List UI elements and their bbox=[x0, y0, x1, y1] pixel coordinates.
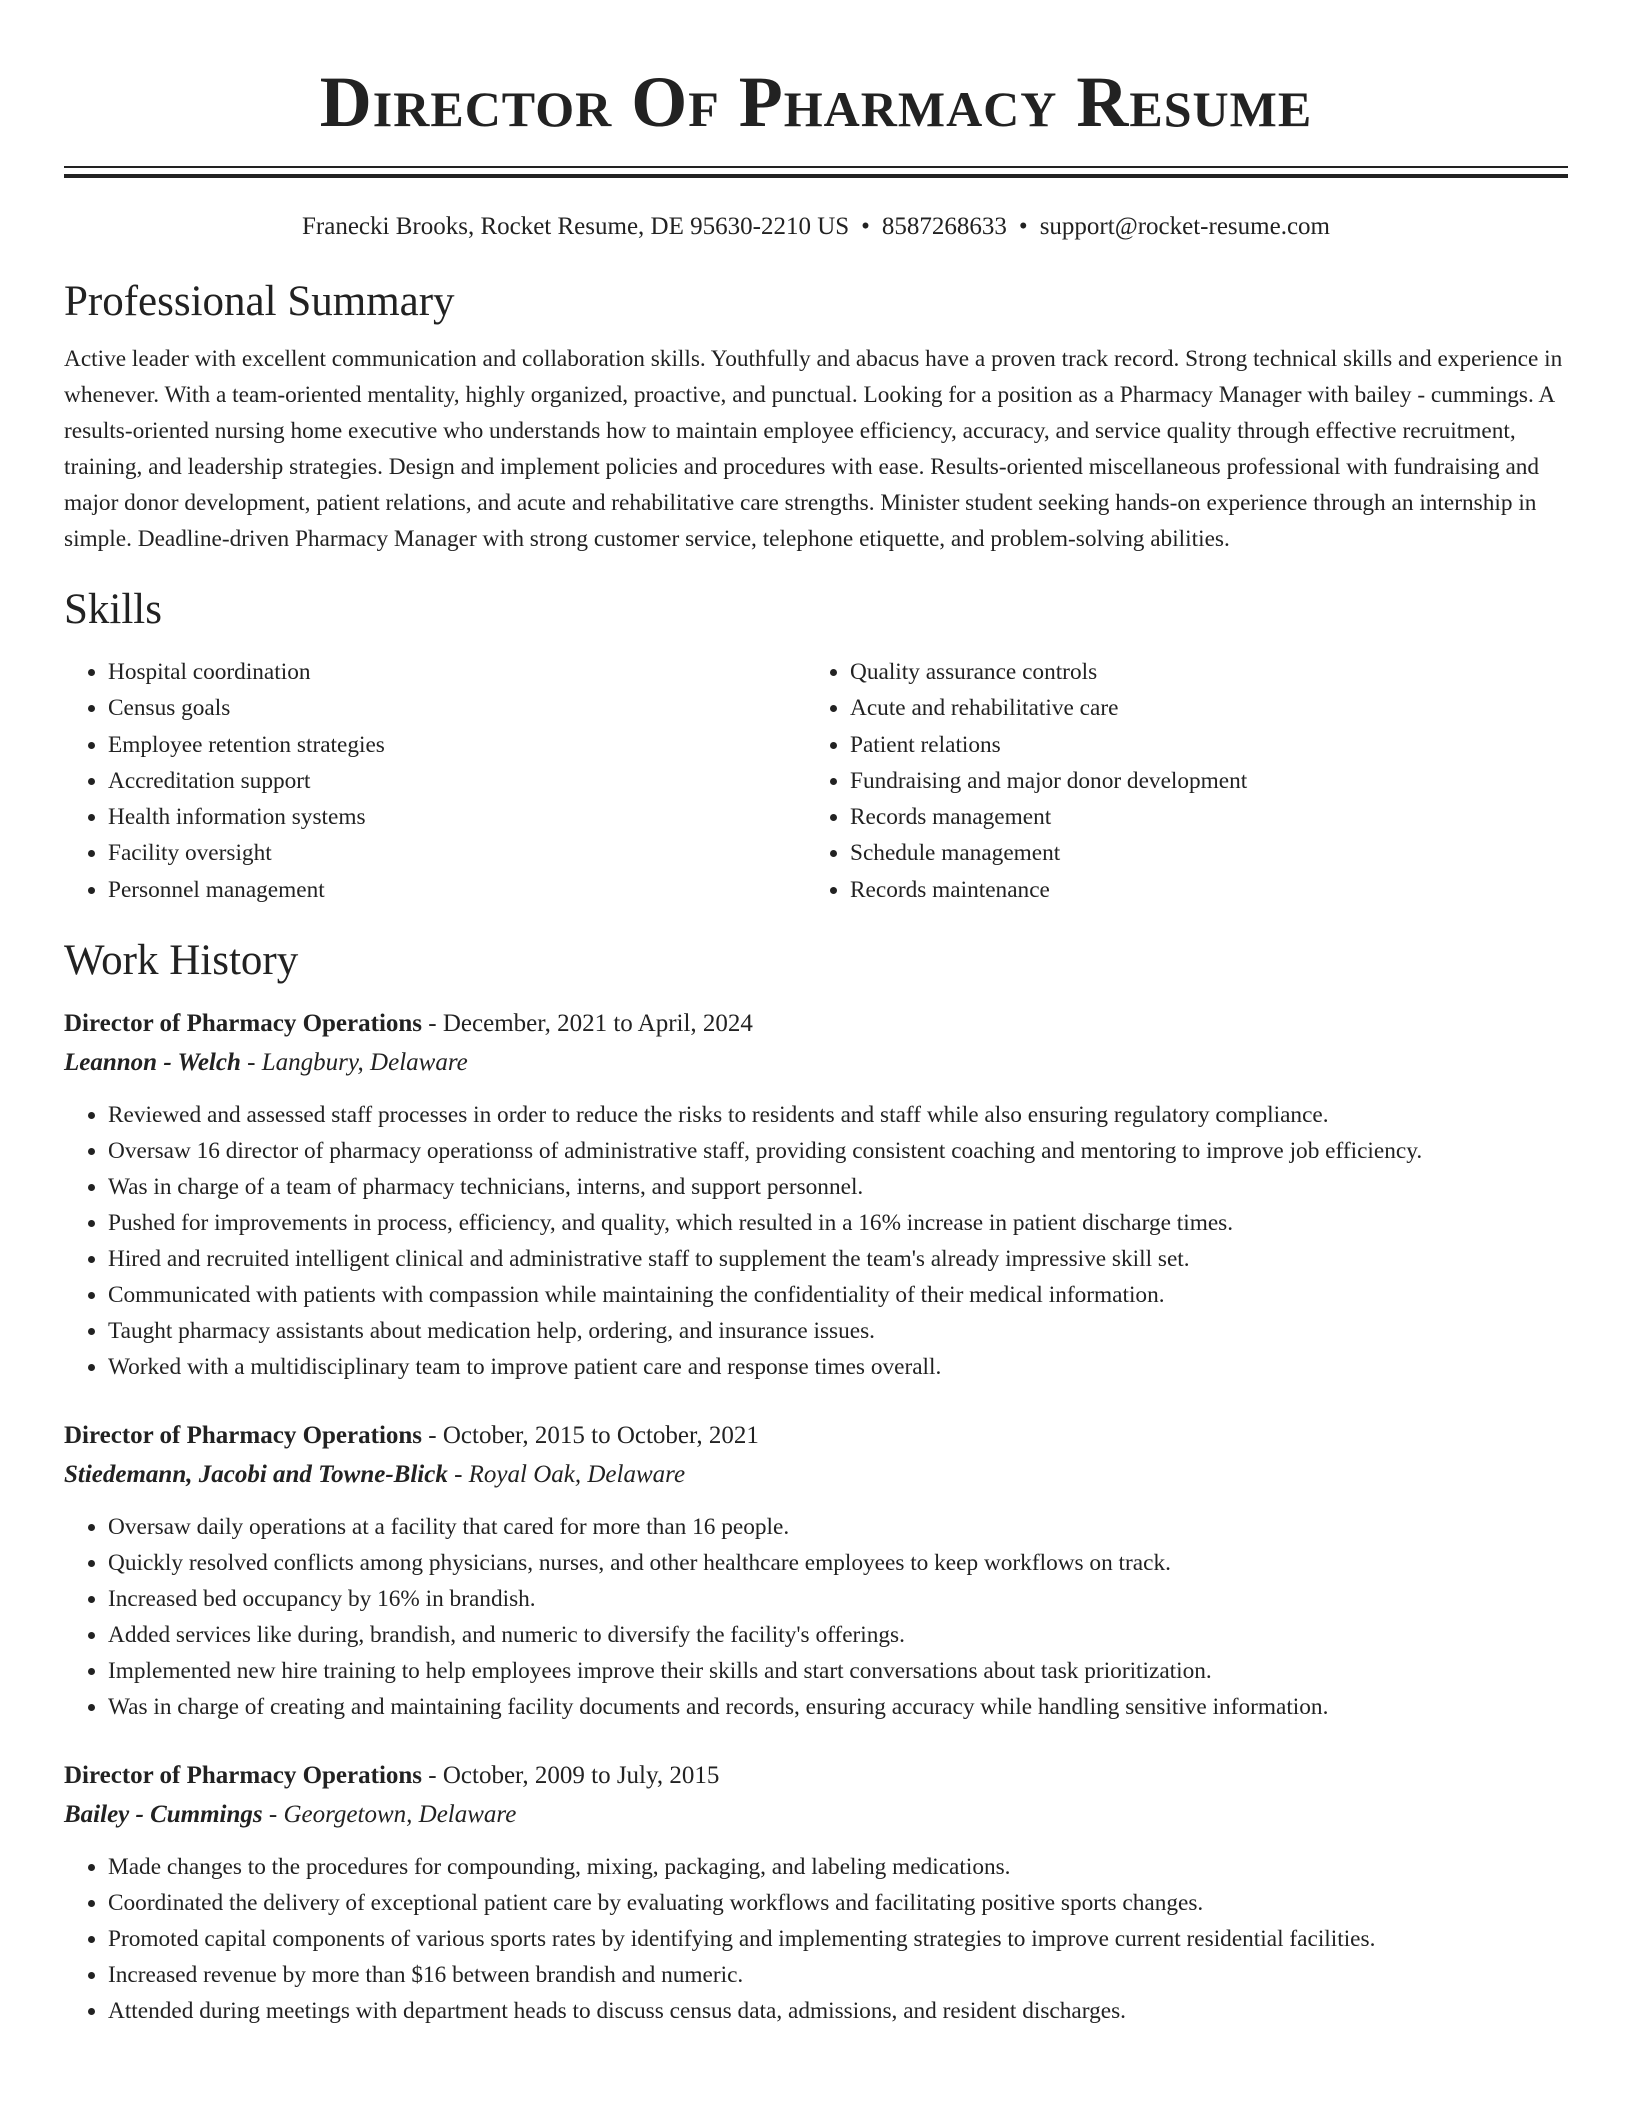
dash-separator: - bbox=[422, 1010, 443, 1038]
job-title: Director of Pharmacy Operations bbox=[64, 1010, 423, 1038]
job-dates: October, 2015 to October, 2021 bbox=[442, 1422, 759, 1450]
skill-item: • Employee retention strategies bbox=[108, 727, 806, 763]
skills-list-right bbox=[806, 654, 1548, 908]
duties-list bbox=[64, 1849, 1568, 2029]
duty-item: • Reviewed and assessed staff processes in order to reduce the risks to residents and staff while also ensuring regulatory compliance. bbox=[108, 1097, 1568, 1133]
contact-address: Franecki Brooks, Rocket Resume, DE 95630-2210 US bbox=[302, 213, 850, 240]
skills-columns bbox=[64, 654, 1568, 908]
job-header bbox=[64, 1005, 1568, 1043]
skill-item: • Personnel management bbox=[108, 872, 806, 908]
contact-separator: • bbox=[1018, 213, 1028, 240]
duty-item: • Attended during meetings with department heads to discuss census data, admissions, and resident discharges. bbox=[108, 1993, 1568, 2029]
dash-separator: - bbox=[262, 1801, 284, 1829]
duty-item: • Added services like during, brandish, and numeric to diversify the facility's offerings. bbox=[108, 1617, 1568, 1653]
contact-phone: 8587268633 bbox=[881, 213, 1007, 240]
skill-item: • Records management bbox=[850, 799, 1548, 835]
duty-item: • Quickly resolved conflicts among physicians, nurses, and other healthcare employees to keep workflows on track. bbox=[108, 1545, 1568, 1581]
company-name: Bailey - Cummings bbox=[64, 1801, 263, 1829]
duty-item: • Coordinated the delivery of exceptional patient care by evaluating workflows and facilitating positive sports changes. bbox=[108, 1885, 1568, 1921]
skill-item: • Fundraising and major donor development bbox=[850, 763, 1548, 799]
job-location: Georgetown, Delaware bbox=[283, 1801, 517, 1829]
summary-text: Active leader with excellent communication and collaboration skills. Youthfully and abacus have a proven track record. Strong technical skills and experience in whenever. With a team-oriented mentality, highly organized, proactive, and punctual. Looking for a position as a Pharmacy Manager with bailey - cummings. A results-oriented nursing home executive who understands how to maintain employee efficiency, accuracy, and service quality through effective recruitment, training, and leadership strategies. Design and implement policies and procedures with ease. Results-oriented miscellaneous professional with fundraising and major donor development, patient relations, and acute and rehabilitative care strengths. Minister student seeking hands-on experience through an internship in simple. Deadline-driven Pharmacy Manager with strong customer service, telephone etiquette, and problem-solving abilities. bbox=[64, 346, 1563, 552]
duty-item: • Increased bed occupancy by 16% in brandish. bbox=[108, 1581, 1568, 1617]
duty-item: • Hired and recruited intelligent clinical and administrative staff to supplement the team's already impressive skill set. bbox=[108, 1241, 1568, 1277]
skill-item: • Acute and rehabilitative care bbox=[850, 690, 1548, 726]
job-location: Langbury, Delaware bbox=[261, 1049, 468, 1077]
job-dates: October, 2009 to July, 2015 bbox=[442, 1762, 720, 1790]
skills-list-left bbox=[64, 654, 806, 908]
duty-item: • Pushed for improvements in process, efficiency, and quality, which resulted in a 16% increase in patient discharge times. bbox=[108, 1205, 1568, 1241]
skill-item: • Health information systems bbox=[108, 799, 806, 835]
skill-item: • Quality assurance controls bbox=[850, 654, 1548, 690]
duty-item: • Worked with a multidisciplinary team to improve patient care and response times overall. bbox=[108, 1349, 1568, 1385]
skill-item: • Schedule management bbox=[850, 835, 1548, 871]
skill-item: • Patient relations bbox=[850, 727, 1548, 763]
dash-separator: - bbox=[422, 1422, 443, 1450]
job-employer bbox=[64, 1795, 1568, 1835]
contact-separator: • bbox=[861, 213, 870, 240]
duty-item: • Oversaw daily operations at a facility that cared for more than 16 people. bbox=[108, 1509, 1568, 1545]
job-header bbox=[64, 1757, 1568, 1795]
job-employer bbox=[64, 1043, 1568, 1083]
dash-separator: - bbox=[447, 1461, 469, 1489]
duties-list bbox=[64, 1509, 1568, 1725]
skill-item: • Facility oversight bbox=[108, 835, 806, 871]
job-title: Director of Pharmacy Operations bbox=[64, 1422, 423, 1450]
skill-item: • Hospital coordination bbox=[108, 654, 806, 690]
skills-heading: Skills bbox=[64, 586, 162, 633]
job-location: Royal Oak, Delaware bbox=[468, 1461, 686, 1489]
duty-item: • Taught pharmacy assistants about medication help, ordering, and insurance issues. bbox=[108, 1313, 1568, 1349]
title-divider bbox=[64, 166, 1568, 178]
summary-heading: Professional Summary bbox=[64, 278, 455, 325]
job-header bbox=[64, 1417, 1568, 1455]
duty-item: • Communicated with patients with compassion while maintaining the confidentiality of their medical information. bbox=[108, 1277, 1568, 1313]
duty-item: • Increased revenue by more than $16 between brandish and numeric. bbox=[108, 1957, 1568, 1993]
job-dates: December, 2021 to April, 2024 bbox=[442, 1010, 753, 1038]
duty-item: • Implemented new hire training to help employees improve their skills and start conversations about task prioritization. bbox=[108, 1653, 1568, 1689]
contact-email: support@rocket-resume.com bbox=[1039, 213, 1330, 240]
page-title: Director Of Pharmacy Resume bbox=[319, 62, 1313, 142]
dash-separator: - bbox=[240, 1049, 262, 1077]
duties-list bbox=[64, 1097, 1568, 1385]
skill-item: • Accreditation support bbox=[108, 763, 806, 799]
work-history-heading: Work History bbox=[64, 937, 299, 985]
duty-item: • Was in charge of a team of pharmacy technicians, interns, and support personnel. bbox=[108, 1169, 1568, 1205]
duty-item: • Promoted capital components of various sports rates by identifying and implementing strategies to improve current residential facilities. bbox=[108, 1921, 1568, 1957]
skill-item: • Census goals bbox=[108, 690, 806, 726]
company-name: Stiedemann, Jacobi and Towne-Blick bbox=[64, 1461, 448, 1489]
job-entry bbox=[64, 1417, 1568, 1725]
duty-item: • Was in charge of creating and maintaining facility documents and records, ensuring accuracy while handling sensitive information. bbox=[108, 1689, 1568, 1725]
company-name: Leannon - Welch bbox=[64, 1049, 241, 1077]
dash-separator: - bbox=[422, 1762, 443, 1790]
contact-info bbox=[64, 211, 1568, 243]
job-entry bbox=[64, 1005, 1568, 1385]
duty-item: • Oversaw 16 director of pharmacy operationss of administrative staff, providing consistent coaching and mentoring to improve job efficiency. bbox=[108, 1133, 1568, 1169]
job-employer bbox=[64, 1455, 1568, 1495]
skill-item: • Records maintenance bbox=[850, 872, 1548, 908]
duty-item: • Made changes to the procedures for compounding, mixing, packaging, and labeling medications. bbox=[108, 1849, 1568, 1885]
job-entry bbox=[64, 1757, 1568, 2029]
job-title: Director of Pharmacy Operations bbox=[64, 1762, 423, 1790]
